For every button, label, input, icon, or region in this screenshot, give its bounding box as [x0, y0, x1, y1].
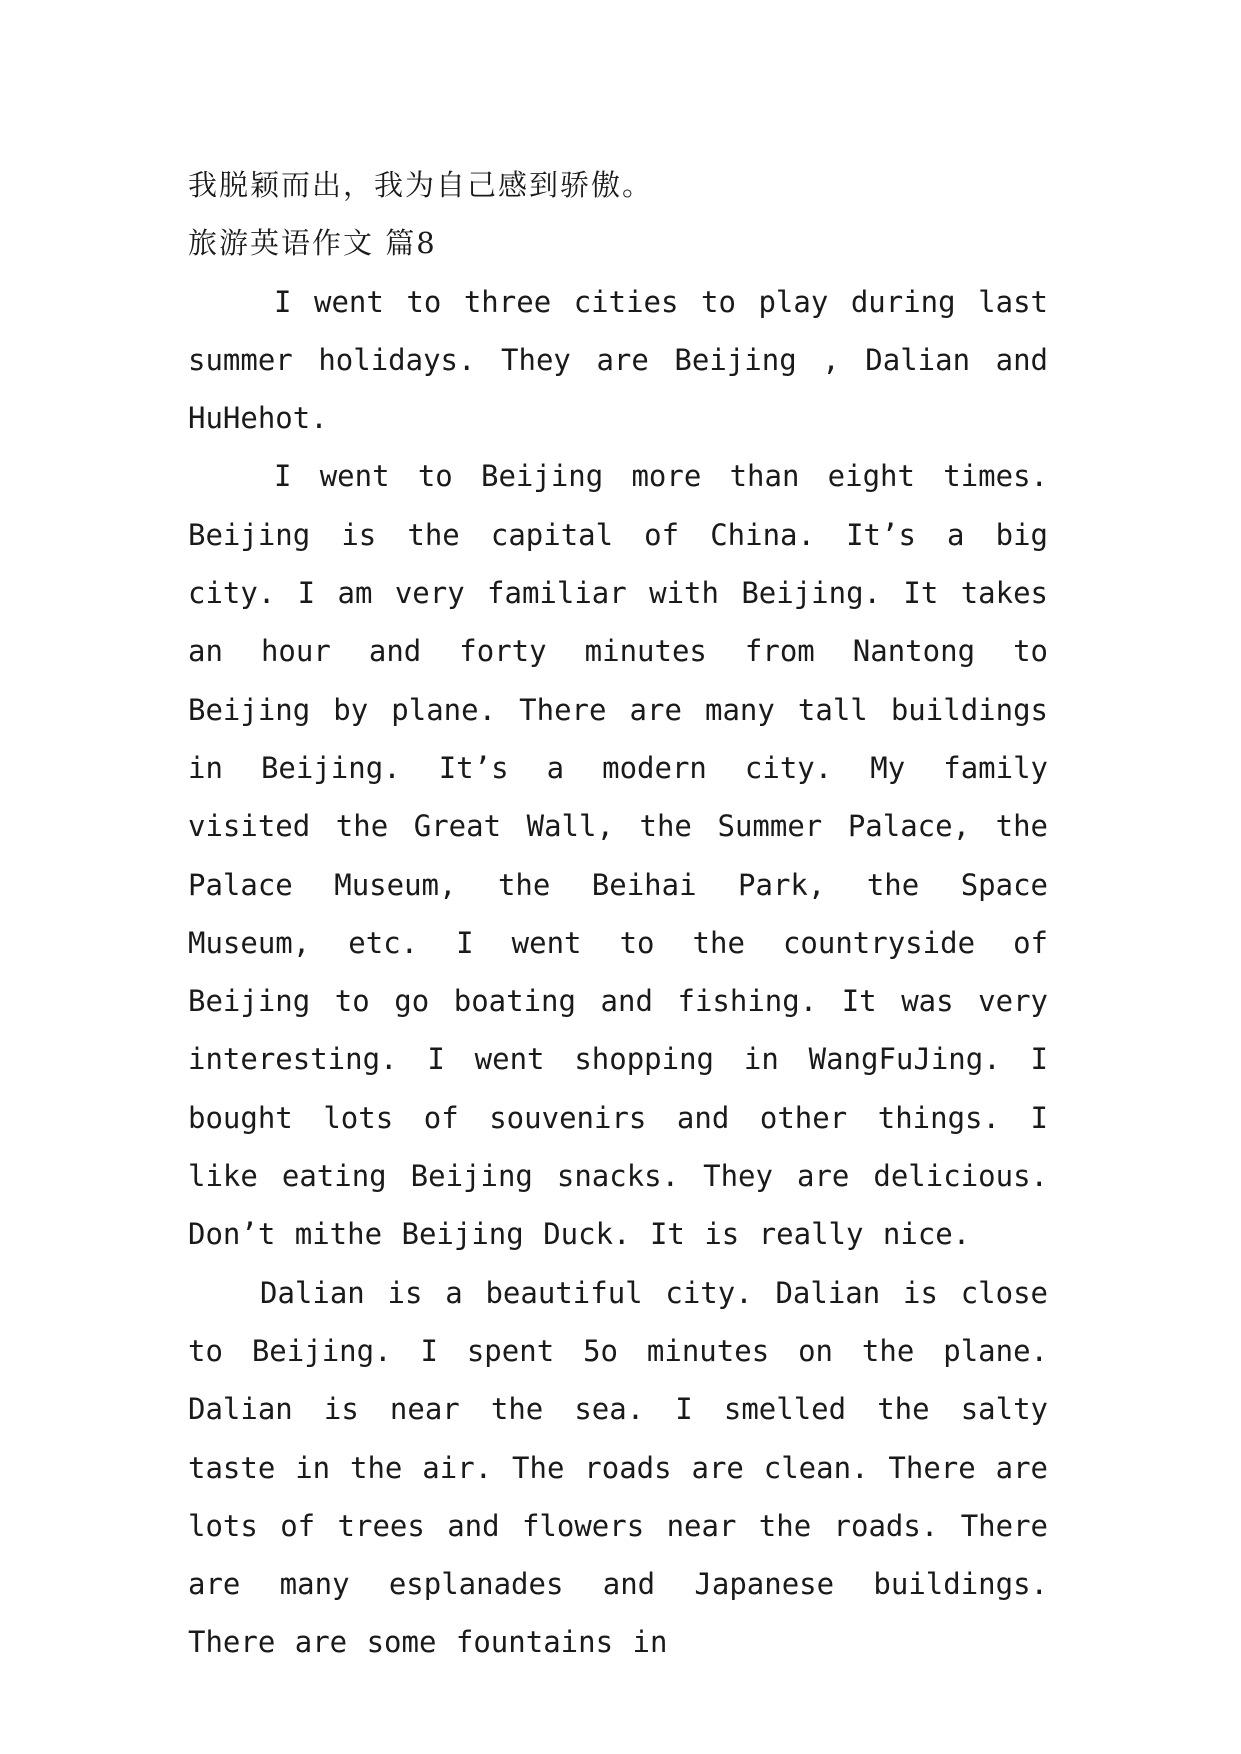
intro-line: 我脱颖而出，我为自己感到骄傲。	[188, 168, 654, 202]
paragraph: Dalian is a beautiful city. Dalian is close to Beijing. I spent 5o minutes on the plane. Dalian is near the sea. I smelled the salty taste in the air. The roads are clean. There are lots of trees and flowers near the roads. There are many esplanades and Japanese buildings. There are some fountains in	[188, 1275, 1048, 1660]
section-title: 旅游英语作文 篇8	[188, 226, 437, 261]
paragraph: I went to three cities to play during last summer holidays. They are Beijing , Dalian and HuHehot.	[188, 284, 1048, 436]
document-body	[188, 156, 1048, 1672]
paragraph: I went to Beijing more than eight times. Beijing is the capital of China. It’s a big city. I am very familiar with Beijing. It takes an hour and forty minutes from Nantong to Beijing by plane. There are many tall buildings in Beijing. It’s a modern city. My family visited the Great Wall, the Summer Palace, the Palace Museum, the Beihai Park, the Space Museum, etc. I went to the countryside of Beijing to go boating and fishing. It was very interesting. I went shopping in WangFuJing. I bought lots of souvenirs and other things. I like eating Beijing snacks. They are delicious. Don’t mithe Beijing Duck. It is really nice.	[188, 459, 1048, 1252]
